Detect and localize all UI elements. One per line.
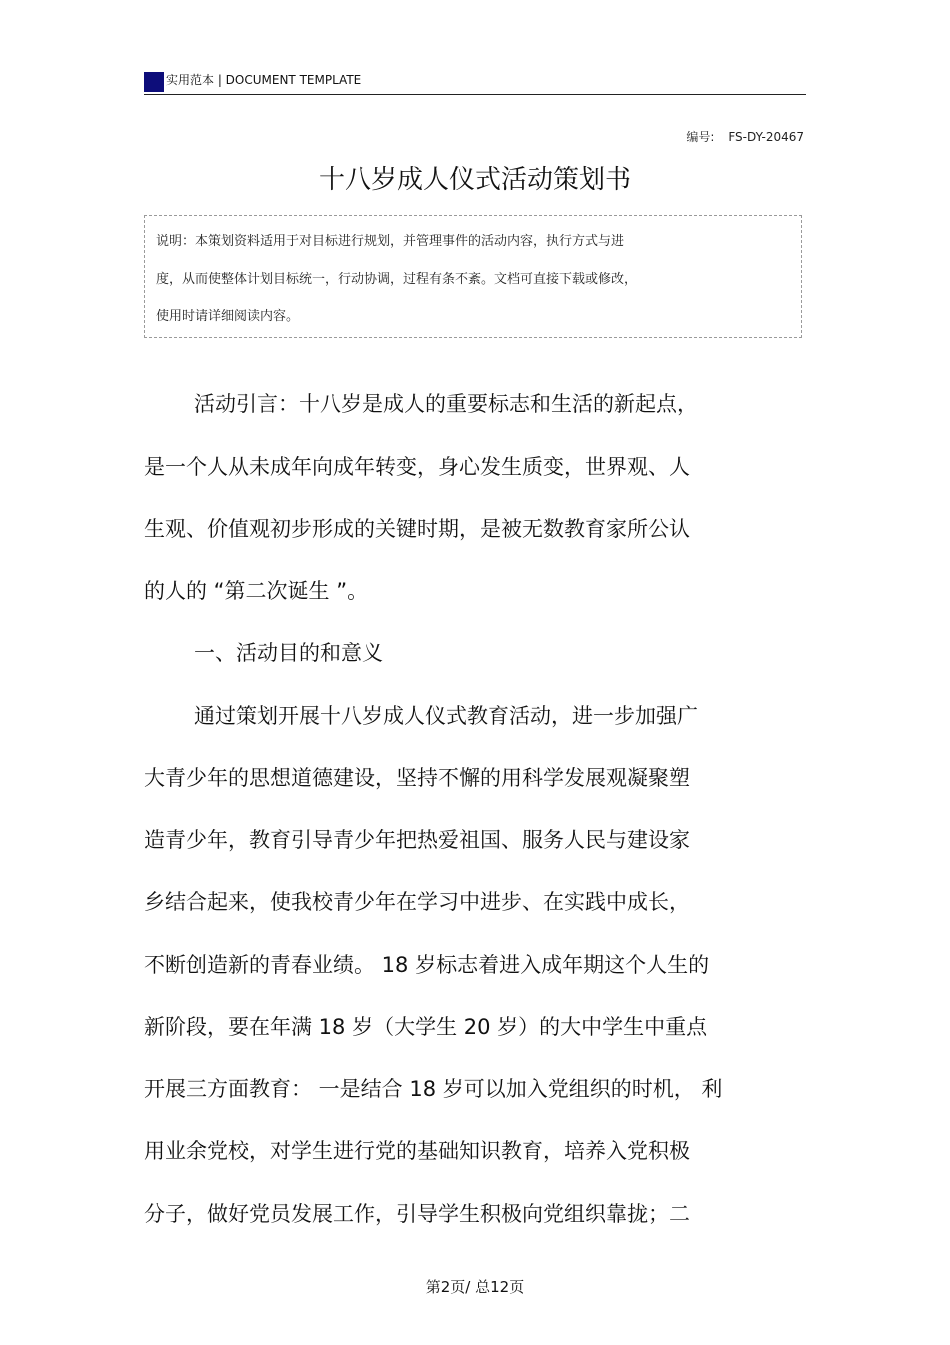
document-header — [144, 68, 806, 95]
paragraph-line: 不断创造新的青春业绩。 18 岁标志着进入成年期这个人生的 — [144, 953, 710, 977]
section-heading: 一、活动目的和意义 — [194, 641, 383, 665]
paragraph-line: 活动引言：十八岁是成人的重要标志和生活的新起点， — [194, 392, 698, 416]
paragraph-line: 分子，做好党员发展工作，引导学生积极向党组织靠拢；二 — [144, 1202, 690, 1226]
paragraph-line: 开展三方面教育： 一是结合 18 岁可以加入党组织的时机， 利 — [144, 1077, 723, 1101]
paragraph-line: 生观、价值观初步形成的关键时期，是被无数教育家所公认 — [144, 517, 690, 541]
description-line: 说明：本策划资料适用于对目标进行规划，并管理事件的活动内容，执行方式与进 — [156, 234, 625, 249]
paragraph-line: 新阶段，要在年满 18 岁（大学生 20 岁）的大中学生中重点 — [144, 1015, 708, 1039]
description-line: 使用时请详细阅读内容。 — [156, 309, 300, 324]
paragraph-line: 是一个人从未成年向成年转变，身心发生质变，世界观、人 — [144, 455, 690, 479]
paragraph-line: 造青少年，教育引导青少年把热爱祖国、服务人民与建设家 — [144, 828, 690, 852]
header-accent-square — [144, 72, 164, 92]
paragraph-line: 通过策划开展十八岁成人仪式教育活动，进一步加强广 — [194, 704, 698, 728]
document-number-value: FS-DY-20467 — [728, 130, 804, 144]
document-number — [686, 128, 804, 145]
page-title: 十八岁成人仪式活动策划书 — [318, 165, 631, 195]
paragraph-line: 的人的 “第二次诞生 ”。 — [144, 579, 369, 603]
description-line: 度，从而使整体计划目标统一，行动协调，过程有条不紊。文档可直接下载或修改， — [156, 272, 638, 287]
paragraph-line: 用业余党校，对学生进行党的基础知识教育，培养入党积极 — [144, 1139, 690, 1163]
paragraph-line: 大青少年的思想道德建设，坚持不懈的用科学发展观凝聚塑 — [144, 766, 690, 790]
paragraph-line: 乡结合起来，使我校青少年在学习中进步、在实践中成长， — [144, 890, 690, 914]
description-box — [144, 215, 802, 338]
header-text: 实用范本 | DOCUMENT TEMPLATE — [166, 73, 362, 87]
document-number-label: 编号: — [686, 130, 715, 144]
page-footer: 第2页/ 总12页 — [425, 1278, 525, 1296]
